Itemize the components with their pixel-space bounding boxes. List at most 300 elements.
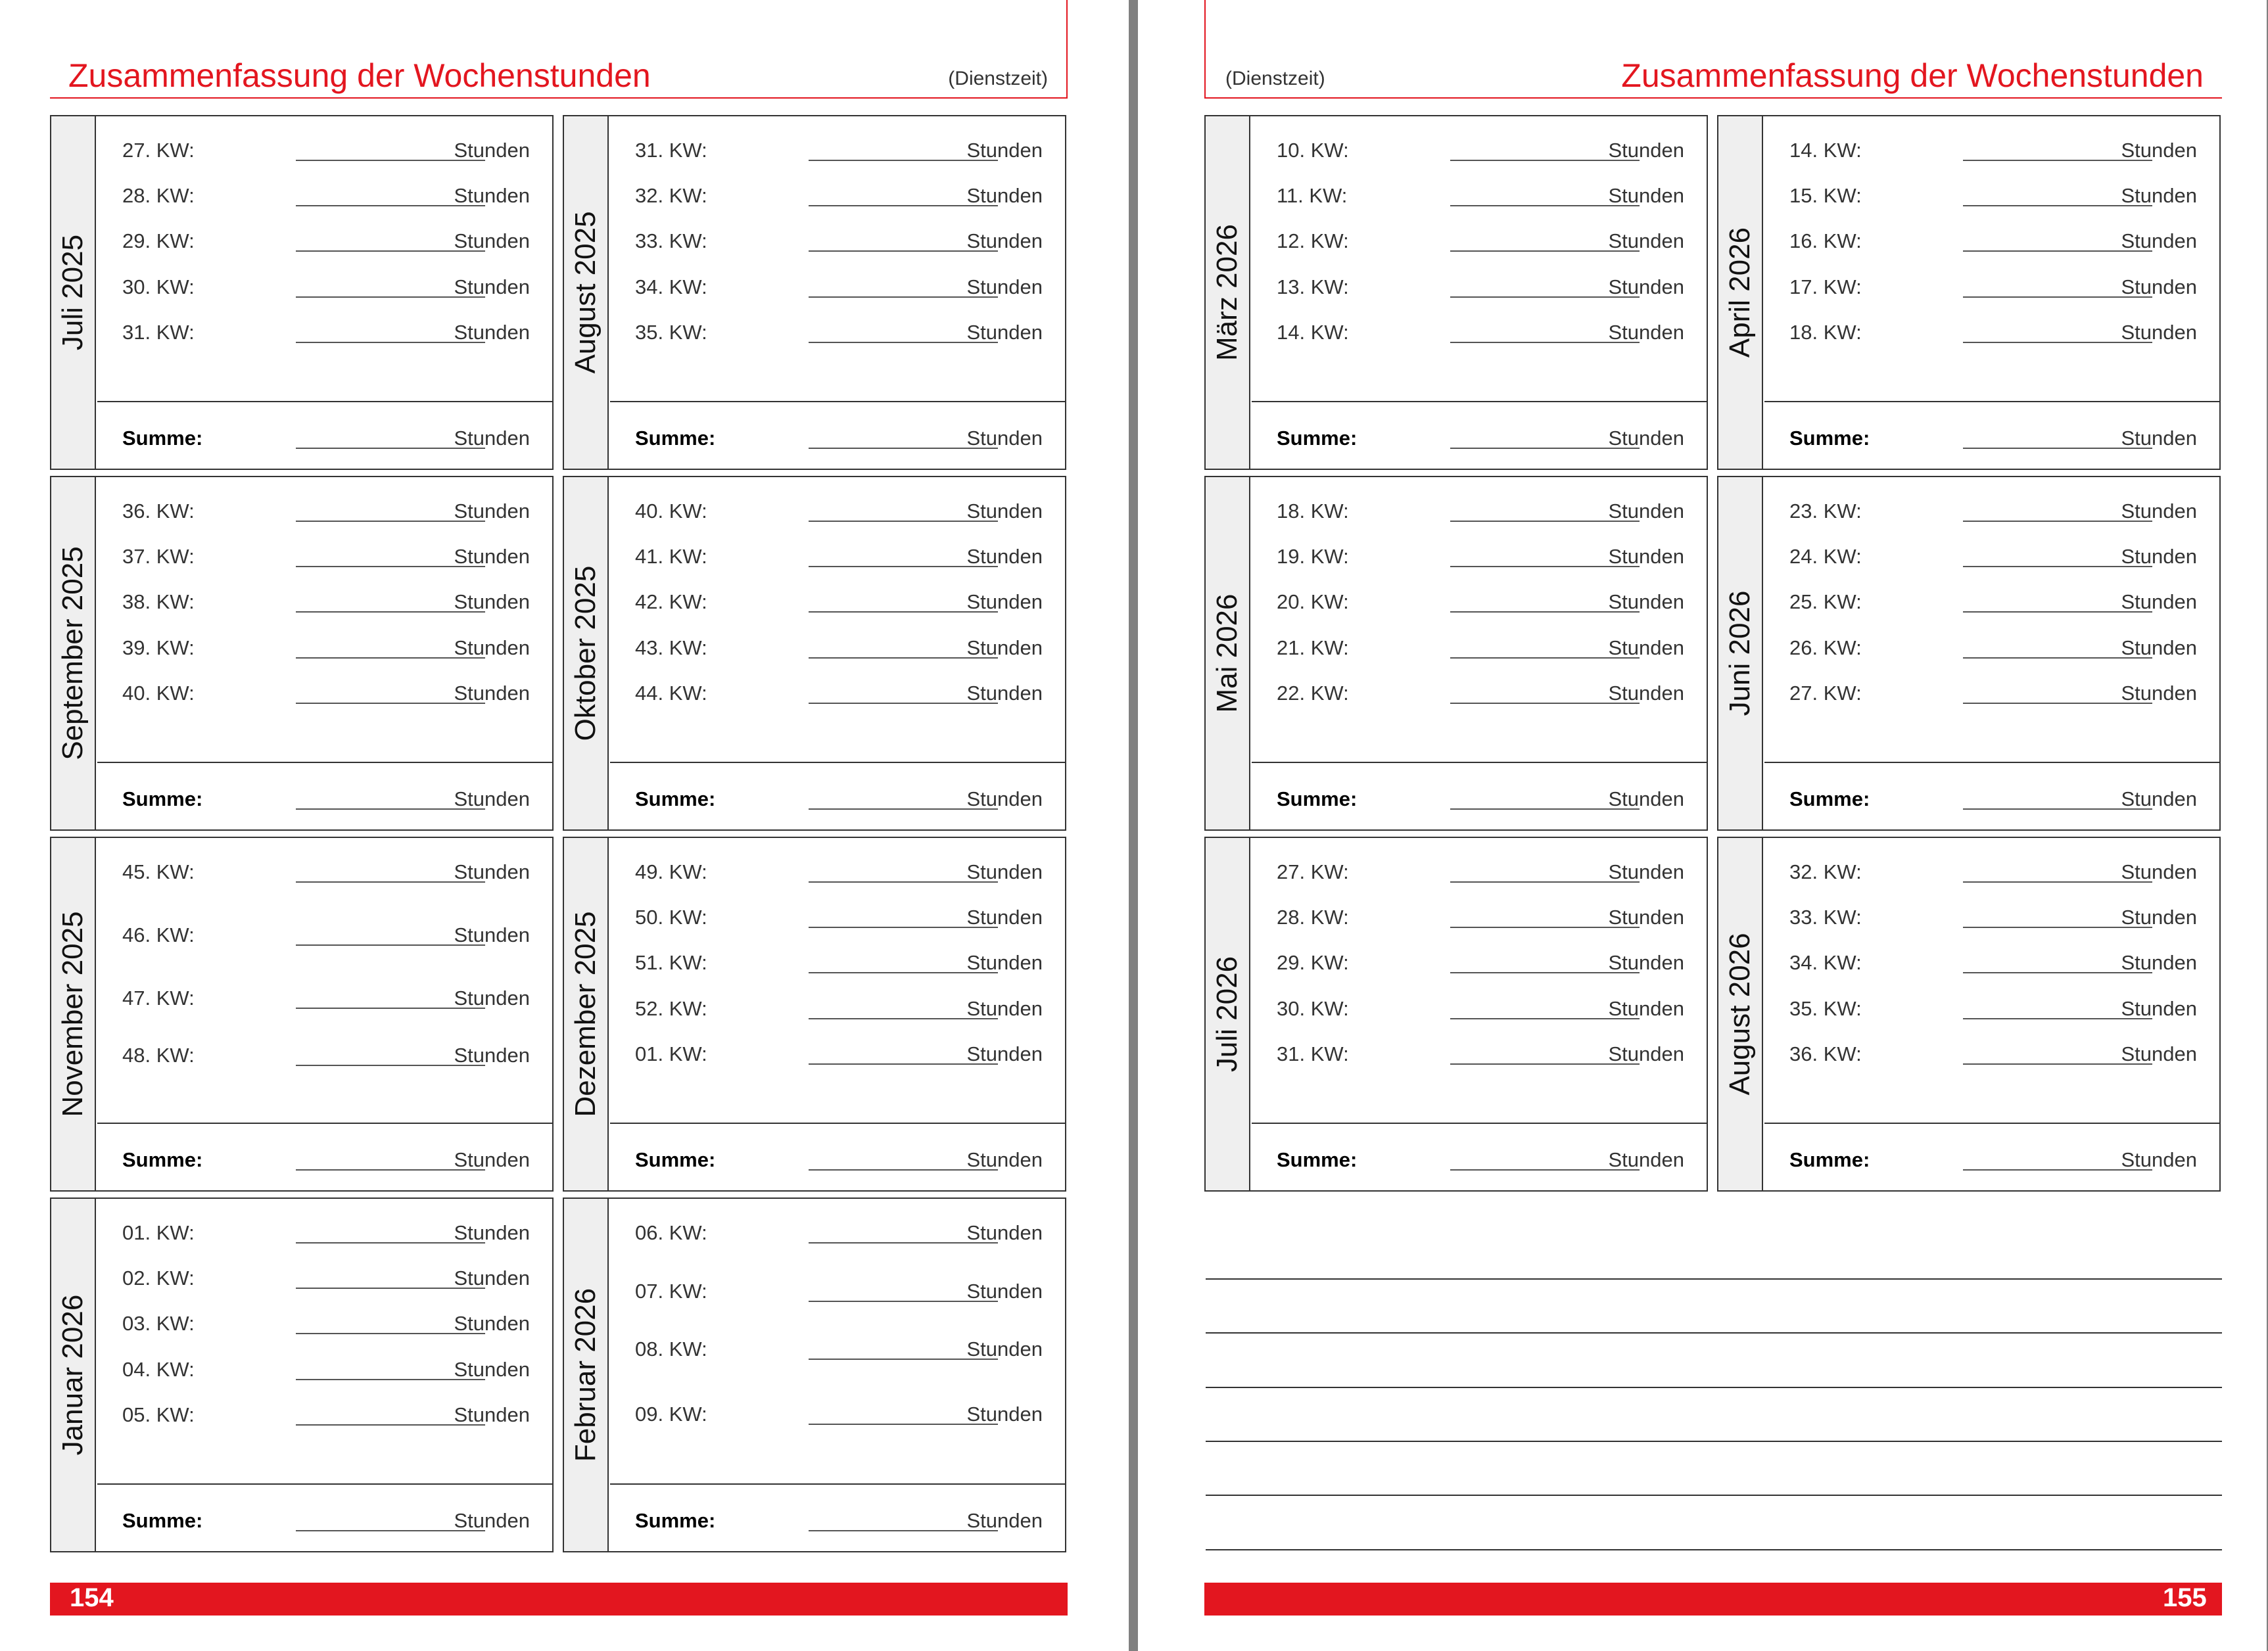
week-list — [610, 838, 1065, 1190]
month-label: September 2025 — [57, 546, 89, 760]
week-row — [1252, 906, 1707, 932]
unit-label: Stunden — [454, 1148, 530, 1171]
month-tab — [1718, 838, 1763, 1190]
week-label: 40. KW: — [122, 682, 195, 705]
sum-row — [1764, 427, 2219, 453]
month-label: Januar 2026 — [57, 1294, 89, 1456]
week-row — [97, 590, 552, 616]
unit-label: Stunden — [966, 545, 1043, 568]
month-block — [1717, 837, 2221, 1192]
unit-label: Stunden — [2121, 545, 2197, 568]
sum-row — [1764, 787, 2219, 814]
week-row — [1764, 906, 2219, 932]
week-label: 24. KW: — [1789, 545, 1862, 568]
week-row — [610, 1280, 1065, 1306]
unit-label: Stunden — [454, 1312, 530, 1335]
sum-divider — [1764, 1123, 2219, 1124]
right-page-header — [1204, 0, 2222, 99]
sum-row — [610, 1509, 1065, 1535]
week-row — [1764, 500, 2219, 526]
week-list — [97, 1199, 552, 1551]
left-page-footer-bar — [50, 1583, 1068, 1616]
week-list — [610, 477, 1065, 829]
sum-label: Summe: — [635, 787, 716, 810]
week-label: 17. KW: — [1789, 275, 1862, 298]
week-label: 11. KW: — [1277, 184, 1348, 207]
week-label: 50. KW: — [635, 906, 707, 929]
week-row — [1252, 860, 1707, 887]
week-list — [610, 116, 1065, 469]
unit-label: Stunden — [966, 184, 1043, 207]
unit-label: Stunden — [2121, 997, 2197, 1020]
unit-label: Stunden — [1608, 427, 1684, 450]
sum-divider — [610, 401, 1065, 402]
week-label: 43. KW: — [635, 636, 707, 659]
unit-label: Stunden — [966, 590, 1043, 613]
week-row — [1252, 951, 1707, 977]
week-row — [1764, 682, 2219, 708]
unit-label: Stunden — [966, 229, 1043, 252]
week-label: 35. KW: — [635, 321, 707, 344]
week-label: 19. KW: — [1277, 545, 1349, 568]
month-tab — [564, 1199, 609, 1551]
unit-label: Stunden — [966, 1280, 1043, 1303]
unit-label: Stunden — [454, 1267, 530, 1290]
page-subtitle: (Dienstzeit) — [1225, 68, 1325, 89]
sum-label: Summe: — [635, 1148, 716, 1171]
week-label: 33. KW: — [1789, 906, 1862, 929]
unit-label: Stunden — [2121, 636, 2197, 659]
week-list — [1764, 477, 2219, 829]
week-row — [97, 636, 552, 663]
unit-label: Stunden — [454, 1044, 530, 1067]
sum-row — [97, 427, 552, 453]
week-row — [1252, 321, 1707, 347]
month-block — [563, 1198, 1066, 1552]
week-label: 28. KW: — [122, 184, 195, 207]
week-label: 21. KW: — [1277, 636, 1349, 659]
sum-divider — [1764, 401, 2219, 402]
page-title: Zusammenfassung der Wochenstunden — [68, 57, 651, 94]
week-label: 35. KW: — [1789, 997, 1862, 1020]
week-label: 10. KW: — [1277, 139, 1349, 162]
unit-label: Stunden — [966, 1509, 1043, 1532]
week-row — [97, 229, 552, 256]
unit-label: Stunden — [2121, 500, 2197, 523]
sum-row — [1252, 427, 1707, 453]
month-block — [1204, 476, 1708, 831]
sum-row — [1252, 1148, 1707, 1174]
sum-label: Summe: — [1789, 787, 1870, 810]
month-label: November 2025 — [57, 911, 89, 1117]
week-row — [610, 545, 1065, 571]
unit-label: Stunden — [1608, 229, 1684, 252]
unit-label: Stunden — [966, 500, 1043, 523]
week-label: 48. KW: — [122, 1044, 195, 1067]
week-label: 01. KW: — [122, 1221, 195, 1244]
week-row — [610, 1337, 1065, 1364]
unit-label: Stunden — [966, 1403, 1043, 1426]
unit-label: Stunden — [1608, 860, 1684, 883]
week-row — [1252, 590, 1707, 616]
unit-label: Stunden — [454, 1509, 530, 1532]
month-tab — [51, 1199, 96, 1551]
week-row — [1252, 184, 1707, 210]
unit-label: Stunden — [454, 184, 530, 207]
week-row — [1764, 1042, 2219, 1069]
month-tab — [51, 477, 96, 829]
sum-divider — [97, 401, 552, 402]
unit-label: Stunden — [1608, 787, 1684, 810]
sum-label: Summe: — [1277, 1148, 1358, 1171]
week-row — [1252, 997, 1707, 1023]
week-list — [97, 116, 552, 469]
week-row — [1764, 229, 2219, 256]
sum-label: Summe: — [1789, 427, 1870, 450]
week-row — [97, 1312, 552, 1338]
month-label: August 2025 — [569, 211, 602, 374]
sum-label: Summe: — [635, 427, 716, 450]
unit-label: Stunden — [966, 139, 1043, 162]
unit-label: Stunden — [2121, 860, 2197, 883]
week-label: 30. KW: — [122, 275, 195, 298]
sum-label: Summe: — [1277, 787, 1358, 810]
week-label: 12. KW: — [1277, 229, 1349, 252]
unit-label: Stunden — [966, 321, 1043, 344]
sum-divider — [610, 1483, 1065, 1485]
unit-label: Stunden — [1608, 321, 1684, 344]
week-label: 25. KW: — [1789, 590, 1862, 613]
week-label: 18. KW: — [1789, 321, 1862, 344]
unit-label: Stunden — [1608, 139, 1684, 162]
sum-row — [610, 427, 1065, 453]
week-label: 09. KW: — [635, 1403, 707, 1426]
sum-row — [1764, 1148, 2219, 1174]
week-label: 22. KW: — [1277, 682, 1349, 705]
week-row — [1764, 590, 2219, 616]
week-row — [97, 275, 552, 302]
week-row — [610, 1221, 1065, 1247]
week-label: 15. KW: — [1789, 184, 1862, 207]
month-tab — [1206, 116, 1250, 469]
week-row — [97, 139, 552, 165]
week-label: 27. KW: — [122, 139, 195, 162]
sum-divider — [97, 1483, 552, 1485]
unit-label: Stunden — [454, 987, 530, 1010]
page-subtitle: (Dienstzeit) — [948, 68, 1048, 89]
week-row — [610, 500, 1065, 526]
week-label: 31. KW: — [1277, 1042, 1349, 1065]
sum-divider — [1252, 762, 1707, 763]
month-tab — [1206, 477, 1250, 829]
week-label: 31. KW: — [122, 321, 195, 344]
month-tab — [564, 838, 609, 1190]
week-label: 08. KW: — [635, 1337, 707, 1360]
unit-label: Stunden — [1608, 500, 1684, 523]
right-page-footer-bar — [1204, 1583, 2222, 1616]
week-label: 36. KW: — [1789, 1042, 1862, 1065]
week-label: 32. KW: — [635, 184, 707, 207]
month-block — [1204, 837, 1708, 1192]
unit-label: Stunden — [966, 906, 1043, 929]
unit-label: Stunden — [454, 545, 530, 568]
week-label: 41. KW: — [635, 545, 707, 568]
week-row — [97, 1267, 552, 1293]
week-label: 49. KW: — [635, 860, 707, 883]
week-row — [610, 229, 1065, 256]
week-row — [610, 1403, 1065, 1429]
sum-label: Summe: — [122, 1148, 203, 1171]
unit-label: Stunden — [966, 1337, 1043, 1360]
note-line — [1206, 1549, 2222, 1550]
week-row — [610, 906, 1065, 932]
page-title: Zusammenfassung der Wochenstunden — [1621, 57, 2204, 94]
month-block — [50, 476, 554, 831]
month-label: Februar 2026 — [569, 1288, 602, 1462]
sum-row — [97, 1148, 552, 1174]
week-label: 03. KW: — [122, 1312, 195, 1335]
week-list — [97, 477, 552, 829]
sum-label: Summe: — [122, 787, 203, 810]
note-line — [1206, 1332, 2222, 1334]
unit-label: Stunden — [1608, 682, 1684, 705]
unit-label: Stunden — [2121, 321, 2197, 344]
week-label: 40. KW: — [635, 500, 707, 523]
week-row — [1764, 951, 2219, 977]
note-line — [1206, 1495, 2222, 1496]
week-label: 29. KW: — [122, 229, 195, 252]
week-label: 33. KW: — [635, 229, 707, 252]
month-block — [1717, 476, 2221, 831]
week-label: 32. KW: — [1789, 860, 1862, 883]
sum-divider — [97, 1123, 552, 1124]
unit-label: Stunden — [966, 997, 1043, 1020]
week-row — [97, 987, 552, 1013]
month-block — [50, 837, 554, 1192]
unit-label: Stunden — [2121, 787, 2197, 810]
sum-divider — [97, 762, 552, 763]
month-label: Oktober 2025 — [569, 565, 602, 741]
month-label: Juli 2026 — [1211, 956, 1243, 1073]
unit-label: Stunden — [2121, 906, 2197, 929]
week-label: 38. KW: — [122, 590, 195, 613]
week-label: 34. KW: — [1789, 951, 1862, 974]
unit-label: Stunden — [966, 1042, 1043, 1065]
month-tab — [564, 477, 609, 829]
week-label: 34. KW: — [635, 275, 707, 298]
week-row — [1764, 545, 2219, 571]
week-row — [1764, 275, 2219, 302]
week-row — [97, 682, 552, 708]
unit-label: Stunden — [454, 500, 530, 523]
unit-label: Stunden — [454, 321, 530, 344]
week-row — [97, 321, 552, 347]
unit-label: Stunden — [1608, 906, 1684, 929]
unit-label: Stunden — [1608, 951, 1684, 974]
unit-label: Stunden — [454, 923, 530, 946]
week-row — [97, 1403, 552, 1430]
week-label: 02. KW: — [122, 1267, 195, 1290]
month-block — [563, 837, 1066, 1192]
unit-label: Stunden — [2121, 951, 2197, 974]
unit-label: Stunden — [454, 427, 530, 450]
week-list — [1764, 116, 2219, 469]
week-row — [610, 590, 1065, 616]
sum-row — [1252, 787, 1707, 814]
week-label: 20. KW: — [1277, 590, 1349, 613]
week-row — [1764, 636, 2219, 663]
month-tab — [51, 838, 96, 1190]
note-line — [1206, 1387, 2222, 1388]
unit-label: Stunden — [1608, 275, 1684, 298]
unit-label: Stunden — [2121, 682, 2197, 705]
unit-label: Stunden — [1608, 1042, 1684, 1065]
sum-label: Summe: — [122, 1509, 203, 1532]
week-row — [610, 321, 1065, 347]
week-row — [1252, 500, 1707, 526]
week-label: 07. KW: — [635, 1280, 707, 1303]
week-label: 44. KW: — [635, 682, 707, 705]
sum-divider — [1764, 762, 2219, 763]
week-label: 04. KW: — [122, 1358, 195, 1381]
week-row — [97, 184, 552, 210]
week-label: 16. KW: — [1789, 229, 1862, 252]
week-label: 51. KW: — [635, 951, 707, 974]
week-label: 30. KW: — [1277, 997, 1349, 1020]
unit-label: Stunden — [966, 951, 1043, 974]
month-block — [1204, 115, 1708, 470]
week-label: 52. KW: — [635, 997, 707, 1020]
unit-label: Stunden — [2121, 1148, 2197, 1171]
week-list — [1252, 116, 1707, 469]
left-page-header — [50, 0, 1068, 99]
page-number: 155 — [2163, 1583, 2207, 1612]
week-label: 01. KW: — [635, 1042, 707, 1065]
sum-label: Summe: — [635, 1509, 716, 1532]
unit-label: Stunden — [1608, 590, 1684, 613]
week-label: 27. KW: — [1789, 682, 1862, 705]
week-row — [610, 275, 1065, 302]
sum-label: Summe: — [122, 427, 203, 450]
week-label: 31. KW: — [635, 139, 707, 162]
week-list — [610, 1199, 1065, 1551]
week-row — [610, 997, 1065, 1023]
week-list — [1252, 838, 1707, 1190]
unit-label: Stunden — [2121, 275, 2197, 298]
month-label: Juli 2025 — [57, 234, 89, 351]
week-row — [1252, 636, 1707, 663]
week-row — [610, 139, 1065, 165]
week-label: 36. KW: — [122, 500, 195, 523]
sum-row — [97, 1509, 552, 1535]
week-label: 42. KW: — [635, 590, 707, 613]
month-tab — [51, 116, 96, 469]
week-row — [1252, 275, 1707, 302]
week-label: 06. KW: — [635, 1221, 707, 1244]
week-label: 39. KW: — [122, 636, 195, 659]
month-label: Juni 2026 — [1724, 590, 1756, 716]
week-row — [1764, 321, 2219, 347]
unit-label: Stunden — [454, 1358, 530, 1381]
sum-divider — [1252, 1123, 1707, 1124]
week-row — [610, 636, 1065, 663]
unit-label: Stunden — [454, 1221, 530, 1244]
week-row — [610, 951, 1065, 977]
month-tab — [564, 116, 609, 469]
month-tab — [1718, 477, 1763, 829]
sum-divider — [610, 762, 1065, 763]
unit-label: Stunden — [2121, 427, 2197, 450]
sum-label: Summe: — [1789, 1148, 1870, 1171]
unit-label: Stunden — [966, 427, 1043, 450]
week-row — [97, 1221, 552, 1247]
month-block — [563, 476, 1066, 831]
unit-label: Stunden — [454, 682, 530, 705]
week-label: 14. KW: — [1789, 139, 1862, 162]
week-row — [610, 682, 1065, 708]
week-row — [1764, 139, 2219, 165]
week-row — [97, 500, 552, 526]
unit-label: Stunden — [2121, 590, 2197, 613]
week-row — [97, 545, 552, 571]
week-label: 28. KW: — [1277, 906, 1349, 929]
week-row — [610, 860, 1065, 887]
unit-label: Stunden — [454, 139, 530, 162]
sum-divider — [610, 1123, 1065, 1124]
month-block — [563, 115, 1066, 470]
sum-row — [610, 787, 1065, 814]
week-label: 18. KW: — [1277, 500, 1349, 523]
week-label: 45. KW: — [122, 860, 195, 883]
unit-label: Stunden — [454, 787, 530, 810]
week-row — [1764, 860, 2219, 887]
week-row — [1764, 184, 2219, 210]
week-label: 27. KW: — [1277, 860, 1349, 883]
month-block — [50, 115, 554, 470]
month-label: August 2026 — [1724, 933, 1756, 1096]
sum-row — [97, 787, 552, 814]
month-label: April 2026 — [1724, 227, 1756, 358]
week-label: 23. KW: — [1789, 500, 1862, 523]
sum-row — [610, 1148, 1065, 1174]
note-line — [1206, 1441, 2222, 1442]
unit-label: Stunden — [1608, 184, 1684, 207]
week-row — [97, 860, 552, 887]
sum-divider — [1252, 401, 1707, 402]
week-row — [610, 184, 1065, 210]
week-list — [97, 838, 552, 1190]
unit-label: Stunden — [454, 275, 530, 298]
unit-label: Stunden — [454, 590, 530, 613]
month-block — [50, 1198, 554, 1552]
page-number: 154 — [70, 1583, 114, 1612]
month-label: Mai 2026 — [1211, 593, 1243, 713]
unit-label: Stunden — [454, 1403, 530, 1426]
unit-label: Stunden — [966, 860, 1043, 883]
unit-label: Stunden — [966, 787, 1043, 810]
unit-label: Stunden — [966, 275, 1043, 298]
unit-label: Stunden — [1608, 545, 1684, 568]
unit-label: Stunden — [1608, 997, 1684, 1020]
week-row — [1252, 139, 1707, 165]
month-label: März 2026 — [1211, 224, 1243, 361]
unit-label: Stunden — [2121, 184, 2197, 207]
week-label: 26. KW: — [1789, 636, 1862, 659]
week-label: 46. KW: — [122, 923, 195, 946]
unit-label: Stunden — [966, 636, 1043, 659]
sum-label: Summe: — [1277, 427, 1358, 450]
unit-label: Stunden — [454, 860, 530, 883]
